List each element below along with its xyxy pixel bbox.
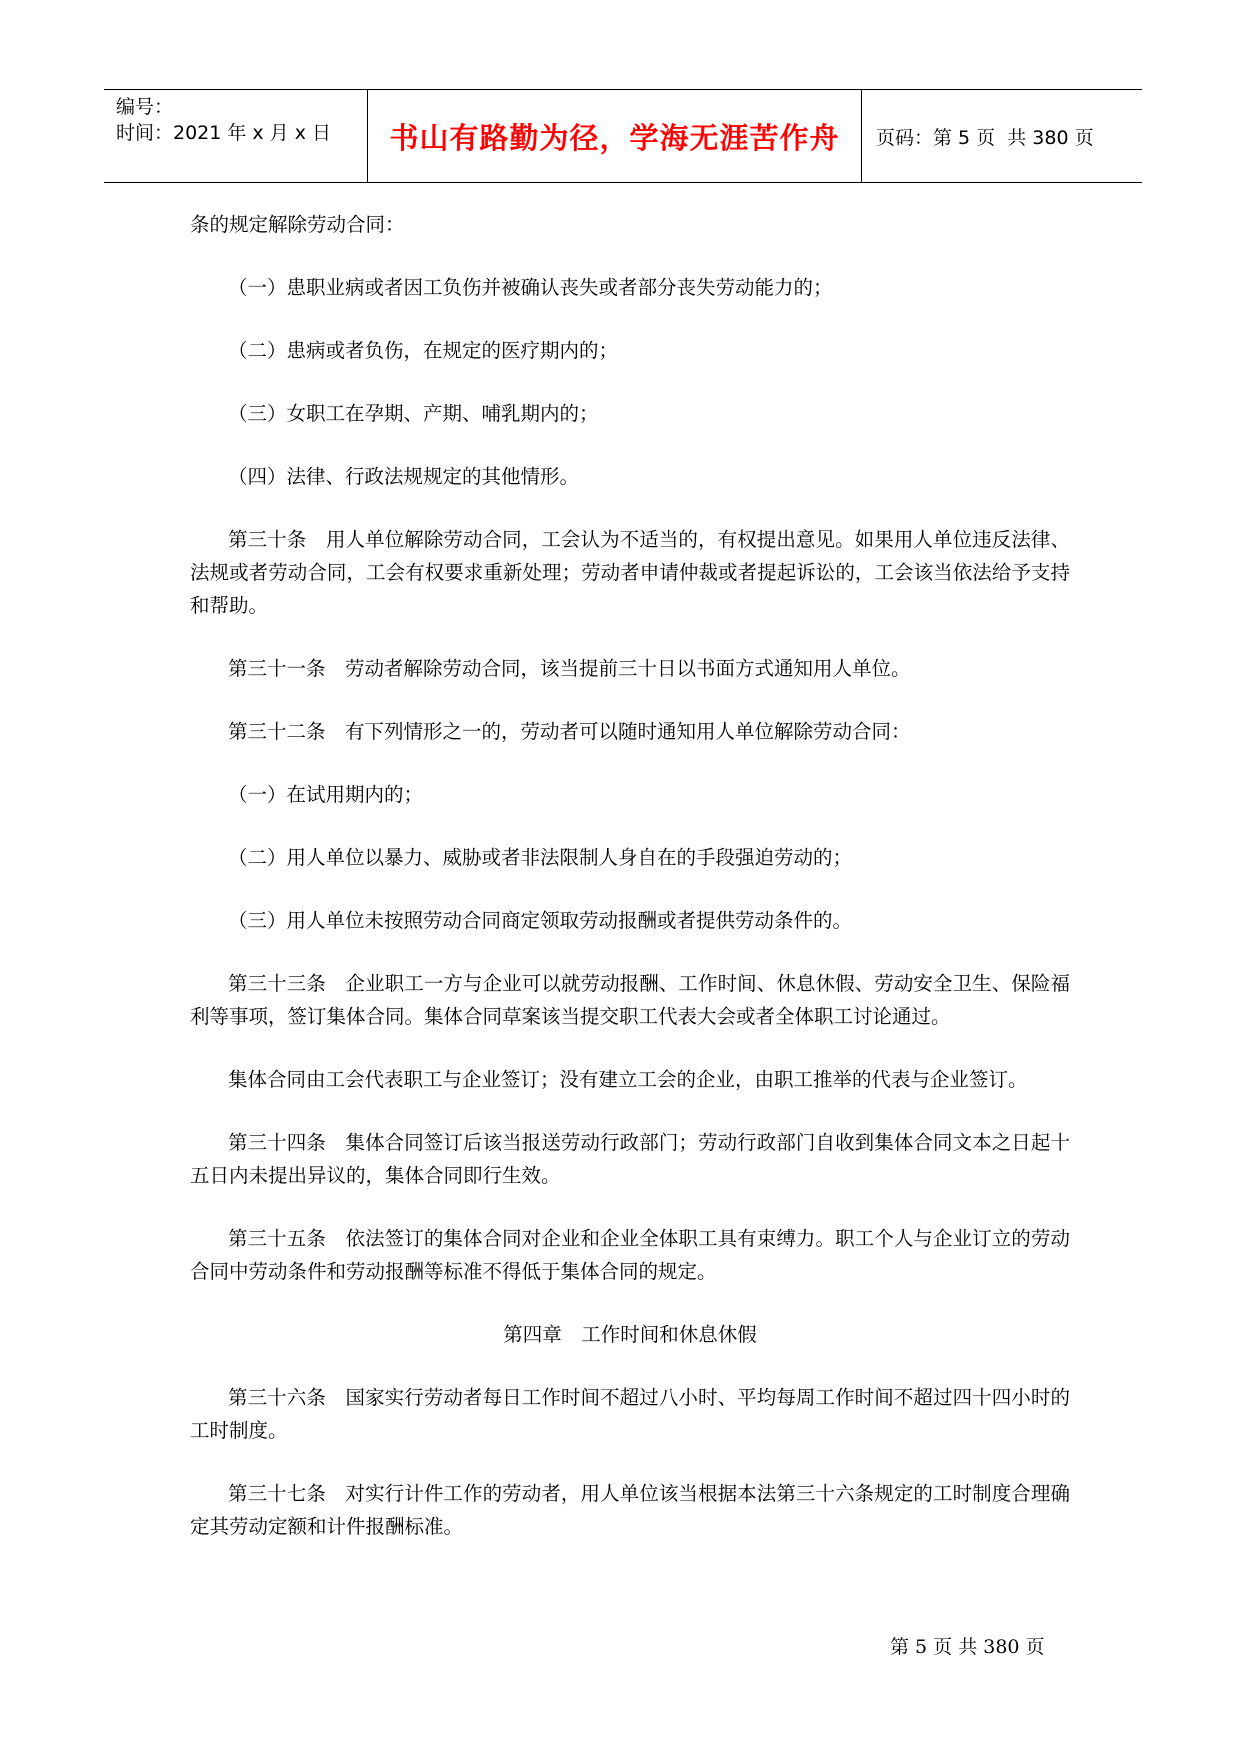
- article-text: 劳动者解除劳动合同，该当提前三十日以书面方式通知用人单位。: [345, 657, 911, 680]
- article-paragraph: [190, 715, 1070, 748]
- list-item-text: （二）用人单位以暴力、威胁或者非法限制人身自在的手段强迫劳动的；: [228, 846, 853, 869]
- article-number: 第三十条: [228, 528, 307, 551]
- body-paragraph: 集体合同由工会代表职工与企业签订；没有建立工会的企业，由职工推举的代表与企业签订。: [228, 1068, 1028, 1091]
- article-text: 有下列情形之一的，劳动者可以随时通知用人单位解除劳动合同：: [345, 720, 911, 743]
- document-number-label: 编号：: [116, 96, 174, 118]
- header-meta: [104, 90, 368, 182]
- article-paragraph: [190, 1222, 1070, 1288]
- article-paragraph: [190, 1381, 1070, 1447]
- article-text: 企业职工一方与企业可以就劳动报酬、工作时间、休息休假、劳动安全卫生、保险福利等事项，签订集体合同。集体合同草案该当提交职工代表大会或者全体职工讨论通过。: [190, 972, 1070, 1028]
- article-number: 第三十三条: [228, 972, 326, 995]
- article-paragraph: [190, 1126, 1070, 1192]
- article-number: 第三十一条: [228, 657, 326, 680]
- list-item: [190, 904, 1070, 937]
- header-page-info-text: 页码：第 5 页 共 380 页: [876, 126, 1094, 149]
- document-time-label: 时间：2021 年 x 月 x 日: [116, 122, 332, 144]
- article-number: 第三十二条: [228, 720, 326, 743]
- list-item: [190, 841, 1070, 874]
- article-text: 用人单位解除劳动合同，工会认为不适当的，有权提出意见。如果用人单位违反法律、法规或者劳动合同，工会有权要求重新处理；劳动者申请仲裁或者提起诉讼的，工会该当依法给予支持和帮助。: [190, 528, 1070, 617]
- list-item: [190, 271, 1070, 304]
- list-item: [190, 460, 1070, 493]
- chapter-heading: 第四章 工作时间和休息休假: [503, 1323, 757, 1346]
- list-item-text: （一）患职业病或者因工负伤并被确认丧失或者部分丧失劳动能力的；: [228, 276, 833, 299]
- list-item: [190, 778, 1070, 811]
- body-paragraph: 条的规定解除劳动合同：: [190, 213, 405, 236]
- article-paragraph: [190, 652, 1070, 685]
- article-number: 第三十七条: [228, 1482, 326, 1505]
- page-footer: 第 5 页 共 380 页: [890, 1636, 1045, 1658]
- article-number: 第三十六条: [228, 1386, 326, 1409]
- article-paragraph: [190, 967, 1070, 1033]
- header-page-info: [862, 90, 1142, 182]
- article-paragraph: [190, 1477, 1070, 1543]
- article-text: 集体合同签订后该当报送劳动行政部门；劳动行政部门自收到集体合同文本之日起十五日内未提出异议的，集体合同即行生效。: [190, 1131, 1070, 1187]
- document-body: [190, 208, 1070, 1573]
- article-text: 国家实行劳动者每日工作时间不超过八小时、平均每周工作时间不超过四十四小时的工时制度。: [190, 1386, 1070, 1442]
- list-item-text: （三）女职工在孕期、产期、哺乳期内的；: [228, 402, 599, 425]
- document-header: [104, 89, 1142, 183]
- list-item-text: （一）在试用期内的；: [228, 783, 424, 806]
- article-number: 第三十四条: [228, 1131, 326, 1154]
- article-number: 第三十五条: [228, 1227, 326, 1250]
- list-item-text: （四）法律、行政法规规定的其他情形。: [228, 465, 580, 488]
- list-item: [190, 334, 1070, 367]
- list-item-text: （二）患病或者负伤，在规定的医疗期内的；: [228, 339, 619, 362]
- list-item-text: （三）用人单位未按照劳动合同商定领取劳动报酬或者提供劳动条件的。: [228, 909, 853, 932]
- article-paragraph: [190, 523, 1070, 622]
- list-item: [190, 397, 1070, 430]
- article-text: 依法签订的集体合同对企业和企业全体职工具有束缚力。职工个人与企业订立的劳动合同中劳动条件和劳动报酬等标准不得低于集体合同的规定。: [190, 1227, 1070, 1283]
- header-motto: 书山有路勤为径，学海无涯苦作舟: [368, 90, 862, 182]
- article-text: 对实行计件工作的劳动者，用人单位该当根据本法第三十六条规定的工时制度合理确定其劳动定额和计件报酬标准。: [190, 1482, 1070, 1538]
